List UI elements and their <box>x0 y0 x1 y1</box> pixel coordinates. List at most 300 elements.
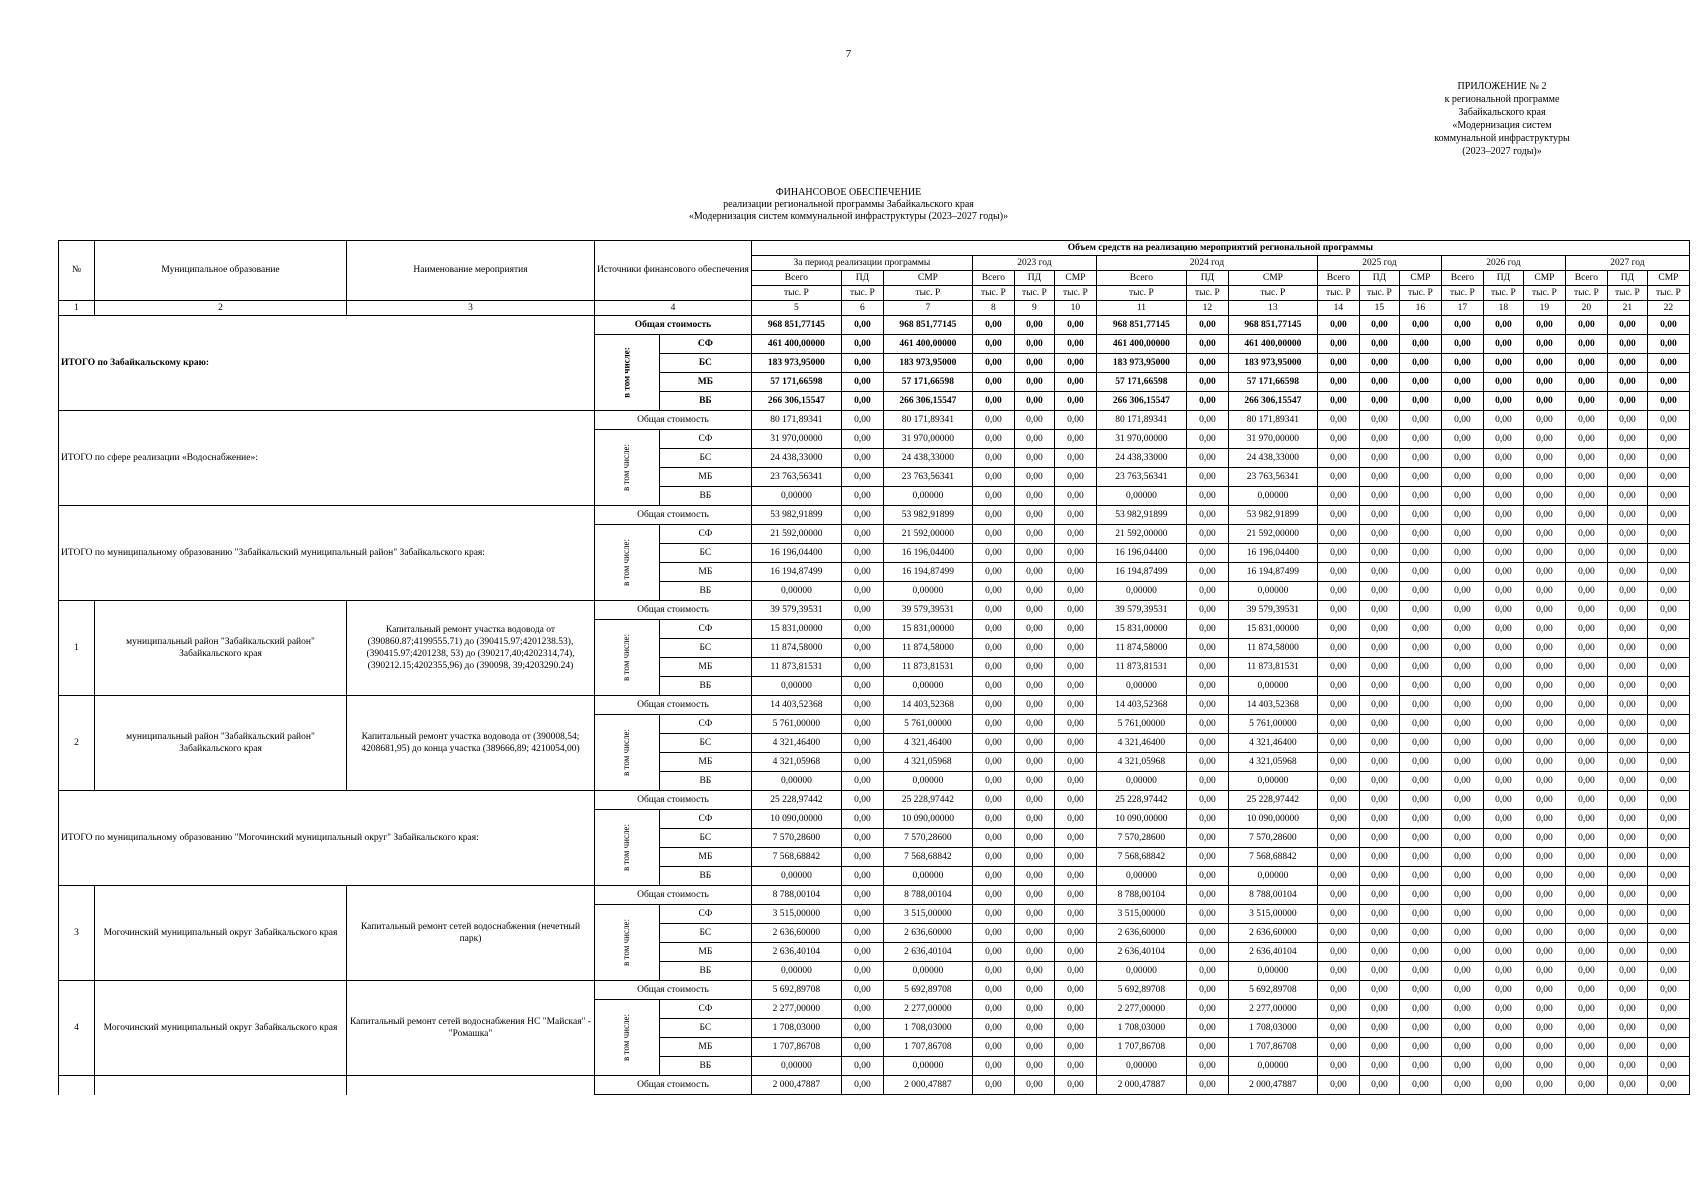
zero-cell: 0,00 <box>1441 677 1483 696</box>
including-label: в том числе: <box>621 633 632 681</box>
value-cell: 7 568,68842 <box>1096 848 1186 867</box>
value-cell: 16 196,04400 <box>751 544 841 563</box>
zero-cell: 0,00 <box>1399 335 1441 354</box>
zero-cell: 0,00 <box>1359 1038 1399 1057</box>
zero-cell: 0,00 <box>1647 411 1689 430</box>
value-cell: 3 515,00000 <box>1228 905 1317 924</box>
zero-cell: 0,00 <box>1014 905 1054 924</box>
zero-cell: 0,00 <box>1317 734 1359 753</box>
zero-cell: 0,00 <box>1399 449 1441 468</box>
zero-cell: 0,00 <box>1647 753 1689 772</box>
zero-cell: 0,00 <box>1483 848 1523 867</box>
zero-cell: 0,00 <box>1647 772 1689 791</box>
zero-cell: 0,00 <box>1186 905 1228 924</box>
zero-cell: 0,00 <box>1186 487 1228 506</box>
zero-cell: 0,00 <box>1607 962 1647 981</box>
zero-cell: 0,00 <box>1399 373 1441 392</box>
appendix-line: Забайкальского края <box>1458 107 1546 118</box>
zero-cell: 0,00 <box>972 962 1014 981</box>
value-cell: 15 831,00000 <box>751 620 841 639</box>
value-cell: 0,00000 <box>751 867 841 886</box>
zero-cell: 0,00 <box>1054 354 1096 373</box>
value-cell: 4 321,05968 <box>1096 753 1186 772</box>
zero-cell: 0,00 <box>1186 335 1228 354</box>
zero-cell: 0,00 <box>1607 715 1647 734</box>
column-number: 16 <box>1399 301 1441 316</box>
zero-cell: 0,00 <box>1441 468 1483 487</box>
zero-cell: 0,00 <box>1647 525 1689 544</box>
value-cell: 0,00000 <box>883 1057 972 1076</box>
zero-cell: 0,00 <box>841 715 883 734</box>
value-cell: 57 171,66598 <box>1096 373 1186 392</box>
table-row <box>59 316 1690 335</box>
zero-cell: 0,00 <box>841 563 883 582</box>
zero-cell: 0,00 <box>1647 563 1689 582</box>
zero-cell: 0,00 <box>1054 734 1096 753</box>
header-period: За период реализации программы <box>751 256 972 271</box>
zero-cell: 0,00 <box>1483 601 1523 620</box>
zero-cell: 0,00 <box>1317 316 1359 335</box>
zero-cell: 0,00 <box>1483 563 1523 582</box>
zero-cell: 0,00 <box>1054 981 1096 1000</box>
zero-cell: 0,00 <box>1186 601 1228 620</box>
item-municipality: Могочинский муниципальный округ Забайкальского края <box>95 886 347 981</box>
zero-cell: 0,00 <box>1317 715 1359 734</box>
zero-cell: 0,00 <box>1441 886 1483 905</box>
zero-cell: 0,00 <box>1317 772 1359 791</box>
zero-cell: 0,00 <box>1565 392 1607 411</box>
header-period: 2026 год <box>1441 256 1565 271</box>
value-cell: 11 874,58000 <box>1228 639 1317 658</box>
zero-cell: 0,00 <box>1523 943 1565 962</box>
zero-cell: 0,00 <box>1359 335 1399 354</box>
zero-cell: 0,00 <box>1186 658 1228 677</box>
value-cell: 0,00000 <box>883 582 972 601</box>
item-measure: Капитальный ремонт сетей водоснабжения НС "Майская" - "Ромашка" <box>347 981 595 1076</box>
value-cell: 183 973,95000 <box>1096 354 1186 373</box>
zero-cell: 0,00 <box>1441 810 1483 829</box>
zero-cell: 0,00 <box>1054 715 1096 734</box>
zero-cell: 0,00 <box>1054 829 1096 848</box>
value-cell: 4 321,46400 <box>1228 734 1317 753</box>
zero-cell: 0,00 <box>1647 582 1689 601</box>
zero-cell: 0,00 <box>1359 981 1399 1000</box>
value-cell: 0,00000 <box>1096 772 1186 791</box>
zero-cell: 0,00 <box>1647 658 1689 677</box>
value-cell: 2 636,60000 <box>883 924 972 943</box>
zero-cell: 0,00 <box>1359 658 1399 677</box>
zero-cell: 0,00 <box>1359 905 1399 924</box>
zero-cell: 0,00 <box>1483 772 1523 791</box>
value-cell: 25 228,97442 <box>1096 791 1186 810</box>
zero-cell: 0,00 <box>1441 867 1483 886</box>
zero-cell: 0,00 <box>1014 810 1054 829</box>
zero-cell: 0,00 <box>1054 1019 1096 1038</box>
zero-cell: 0,00 <box>1483 905 1523 924</box>
zero-cell: 0,00 <box>1607 829 1647 848</box>
zero-cell: 0,00 <box>1523 411 1565 430</box>
value-cell: 1 707,86708 <box>1228 1038 1317 1057</box>
item-measure: Капитальный ремонт сетей водоснабжения (нечетный парк) <box>347 886 595 981</box>
zero-cell: 0,00 <box>1565 1057 1607 1076</box>
header-period: 2024 год <box>1096 256 1317 271</box>
value-cell: 0,00000 <box>751 487 841 506</box>
zero-cell: 0,00 <box>1523 373 1565 392</box>
value-cell: 24 438,33000 <box>883 449 972 468</box>
zero-cell: 0,00 <box>1399 829 1441 848</box>
zero-cell: 0,00 <box>1054 943 1096 962</box>
zero-cell: 0,00 <box>1483 962 1523 981</box>
zero-cell: 0,00 <box>1359 373 1399 392</box>
zero-cell: 0,00 <box>841 392 883 411</box>
zero-cell: 0,00 <box>841 1038 883 1057</box>
zero-cell: 0,00 <box>1647 1000 1689 1019</box>
zero-cell: 0,00 <box>972 335 1014 354</box>
header-unit: тыс. Р <box>751 286 841 301</box>
total-cost-label: Общая стоимость <box>595 601 752 620</box>
zero-cell: 0,00 <box>1483 677 1523 696</box>
zero-cell: 0,00 <box>1483 829 1523 848</box>
zero-cell: 0,00 <box>972 354 1014 373</box>
value-cell: 7 568,68842 <box>751 848 841 867</box>
zero-cell: 0,00 <box>1317 962 1359 981</box>
zero-cell: 0,00 <box>1523 962 1565 981</box>
header-sub: ПД <box>1483 271 1523 286</box>
zero-cell: 0,00 <box>1565 810 1607 829</box>
zero-cell: 0,00 <box>841 601 883 620</box>
blank-cell <box>347 1076 595 1095</box>
zero-cell: 0,00 <box>1607 335 1647 354</box>
zero-cell: 0,00 <box>1359 1076 1399 1095</box>
header-sub: СМР <box>1399 271 1441 286</box>
zero-cell: 0,00 <box>1607 734 1647 753</box>
including-label-cell <box>595 810 660 886</box>
header-unit: тыс. Р <box>1607 286 1647 301</box>
zero-cell: 0,00 <box>1054 430 1096 449</box>
zero-cell: 0,00 <box>1014 525 1054 544</box>
value-cell: 2 636,40104 <box>1096 943 1186 962</box>
value-cell: 0,00000 <box>751 677 841 696</box>
zero-cell: 0,00 <box>1565 924 1607 943</box>
zero-cell: 0,00 <box>1014 772 1054 791</box>
value-cell: 5 761,00000 <box>883 715 972 734</box>
zero-cell: 0,00 <box>1399 506 1441 525</box>
zero-cell: 0,00 <box>1317 563 1359 582</box>
zero-cell: 0,00 <box>1054 1076 1096 1095</box>
zero-cell: 0,00 <box>1359 867 1399 886</box>
zero-cell: 0,00 <box>1565 696 1607 715</box>
zero-cell: 0,00 <box>1523 886 1565 905</box>
zero-cell: 0,00 <box>1054 563 1096 582</box>
header-unit: тыс. Р <box>1399 286 1441 301</box>
value-cell: 53 982,91899 <box>1228 506 1317 525</box>
value-cell: 0,00000 <box>883 677 972 696</box>
zero-cell: 0,00 <box>972 772 1014 791</box>
zero-cell: 0,00 <box>1483 1000 1523 1019</box>
zero-cell: 0,00 <box>1014 1076 1054 1095</box>
zero-cell: 0,00 <box>1014 563 1054 582</box>
source-label: СФ <box>659 525 751 544</box>
zero-cell: 0,00 <box>1186 354 1228 373</box>
zero-cell: 0,00 <box>841 829 883 848</box>
header-sub: СМР <box>1523 271 1565 286</box>
column-number: 2 <box>95 301 347 316</box>
zero-cell: 0,00 <box>1014 696 1054 715</box>
zero-cell: 0,00 <box>1647 962 1689 981</box>
value-cell: 23 763,56341 <box>883 468 972 487</box>
value-cell: 0,00000 <box>1096 677 1186 696</box>
zero-cell: 0,00 <box>841 582 883 601</box>
zero-cell: 0,00 <box>1399 487 1441 506</box>
zero-cell: 0,00 <box>1014 335 1054 354</box>
including-label-cell <box>595 620 660 696</box>
value-cell: 11 873,81531 <box>751 658 841 677</box>
zero-cell: 0,00 <box>1607 506 1647 525</box>
zero-cell: 0,00 <box>1399 582 1441 601</box>
zero-cell: 0,00 <box>1441 924 1483 943</box>
value-cell: 21 592,00000 <box>1228 525 1317 544</box>
zero-cell: 0,00 <box>1399 354 1441 373</box>
zero-cell: 0,00 <box>1359 715 1399 734</box>
item-municipality: Могочинский муниципальный округ Забайкальского края <box>95 981 347 1076</box>
zero-cell: 0,00 <box>1054 544 1096 563</box>
zero-cell: 0,00 <box>1359 639 1399 658</box>
zero-cell: 0,00 <box>1565 962 1607 981</box>
zero-cell: 0,00 <box>1607 1019 1647 1038</box>
header-unit: тыс. Р <box>972 286 1014 301</box>
zero-cell: 0,00 <box>1607 1038 1647 1057</box>
zero-cell: 0,00 <box>1441 563 1483 582</box>
zero-cell: 0,00 <box>1523 848 1565 867</box>
zero-cell: 0,00 <box>1186 1076 1228 1095</box>
source-label: СФ <box>659 810 751 829</box>
value-cell: 8 788,00104 <box>751 886 841 905</box>
zero-cell: 0,00 <box>1359 430 1399 449</box>
zero-cell: 0,00 <box>1483 1019 1523 1038</box>
zero-cell: 0,00 <box>972 582 1014 601</box>
zero-cell: 0,00 <box>1523 620 1565 639</box>
zero-cell: 0,00 <box>1359 354 1399 373</box>
zero-cell: 0,00 <box>1565 886 1607 905</box>
zero-cell: 0,00 <box>1523 1057 1565 1076</box>
zero-cell: 0,00 <box>1014 373 1054 392</box>
value-cell: 1 707,86708 <box>1096 1038 1186 1057</box>
zero-cell: 0,00 <box>1054 411 1096 430</box>
zero-cell: 0,00 <box>1565 373 1607 392</box>
zero-cell: 0,00 <box>1607 468 1647 487</box>
zero-cell: 0,00 <box>972 601 1014 620</box>
column-number: 19 <box>1523 301 1565 316</box>
zero-cell: 0,00 <box>1186 373 1228 392</box>
including-label: в том числе: <box>621 538 632 586</box>
zero-cell: 0,00 <box>1441 354 1483 373</box>
zero-cell: 0,00 <box>1186 506 1228 525</box>
value-cell: 0,00000 <box>883 962 972 981</box>
zero-cell: 0,00 <box>1054 449 1096 468</box>
value-cell: 0,00000 <box>751 1057 841 1076</box>
value-cell: 2 000,47887 <box>1228 1076 1317 1095</box>
value-cell: 4 321,05968 <box>751 753 841 772</box>
source-label: БС <box>659 544 751 563</box>
zero-cell: 0,00 <box>1647 810 1689 829</box>
header-municipality: Муниципальное образование <box>95 241 347 301</box>
zero-cell: 0,00 <box>1647 905 1689 924</box>
zero-cell: 0,00 <box>1359 772 1399 791</box>
zero-cell: 0,00 <box>1523 772 1565 791</box>
value-cell: 0,00000 <box>1228 677 1317 696</box>
appendix-header <box>1402 80 1602 158</box>
value-cell: 11 873,81531 <box>1228 658 1317 677</box>
item-number: 1 <box>59 601 95 696</box>
zero-cell: 0,00 <box>1523 734 1565 753</box>
zero-cell: 0,00 <box>1565 943 1607 962</box>
zero-cell: 0,00 <box>841 411 883 430</box>
zero-cell: 0,00 <box>1186 430 1228 449</box>
zero-cell: 0,00 <box>1317 620 1359 639</box>
zero-cell: 0,00 <box>1647 886 1689 905</box>
zero-cell: 0,00 <box>1647 639 1689 658</box>
zero-cell: 0,00 <box>1186 1019 1228 1038</box>
zero-cell: 0,00 <box>1523 582 1565 601</box>
zero-cell: 0,00 <box>841 886 883 905</box>
zero-cell: 0,00 <box>1014 1057 1054 1076</box>
zero-cell: 0,00 <box>1565 753 1607 772</box>
value-cell: 16 196,04400 <box>1096 544 1186 563</box>
value-cell: 461 400,00000 <box>883 335 972 354</box>
zero-cell: 0,00 <box>1523 829 1565 848</box>
zero-cell: 0,00 <box>1317 829 1359 848</box>
value-cell: 968 851,77145 <box>751 316 841 335</box>
zero-cell: 0,00 <box>1565 525 1607 544</box>
value-cell: 15 831,00000 <box>883 620 972 639</box>
zero-cell: 0,00 <box>841 848 883 867</box>
zero-cell: 0,00 <box>1054 468 1096 487</box>
column-number: 3 <box>347 301 595 316</box>
zero-cell: 0,00 <box>972 1038 1014 1057</box>
including-label-cell <box>595 905 660 981</box>
zero-cell: 0,00 <box>1359 316 1399 335</box>
value-cell: 2 636,40104 <box>751 943 841 962</box>
item-municipality: муниципальный район "Забайкальский район" Забайкальского края <box>95 601 347 696</box>
zero-cell: 0,00 <box>1565 981 1607 1000</box>
appendix-line: к региональной программе <box>1444 94 1560 105</box>
value-cell: 53 982,91899 <box>751 506 841 525</box>
zero-cell: 0,00 <box>1441 601 1483 620</box>
zero-cell: 0,00 <box>1399 430 1441 449</box>
zero-cell: 0,00 <box>1317 867 1359 886</box>
zero-cell: 0,00 <box>1014 715 1054 734</box>
zero-cell: 0,00 <box>1186 544 1228 563</box>
value-cell: 266 306,15547 <box>1228 392 1317 411</box>
header-period: 2025 год <box>1317 256 1441 271</box>
zero-cell: 0,00 <box>1647 981 1689 1000</box>
zero-cell: 0,00 <box>841 1000 883 1019</box>
zero-cell: 0,00 <box>1441 981 1483 1000</box>
zero-cell: 0,00 <box>1607 601 1647 620</box>
value-cell: 15 831,00000 <box>1228 620 1317 639</box>
zero-cell: 0,00 <box>1359 620 1399 639</box>
including-label: в том числе: <box>621 1013 632 1061</box>
header-sub: СМР <box>1054 271 1096 286</box>
zero-cell: 0,00 <box>1441 335 1483 354</box>
zero-cell: 0,00 <box>1186 810 1228 829</box>
zero-cell: 0,00 <box>1565 715 1607 734</box>
zero-cell: 0,00 <box>1014 962 1054 981</box>
zero-cell: 0,00 <box>1483 316 1523 335</box>
zero-cell: 0,00 <box>1607 791 1647 810</box>
zero-cell: 0,00 <box>1523 487 1565 506</box>
column-number: 5 <box>751 301 841 316</box>
zero-cell: 0,00 <box>841 696 883 715</box>
zero-cell: 0,00 <box>1607 525 1647 544</box>
zero-cell: 0,00 <box>1523 753 1565 772</box>
zero-cell: 0,00 <box>1399 886 1441 905</box>
zero-cell: 0,00 <box>1014 620 1054 639</box>
value-cell: 0,00000 <box>1228 962 1317 981</box>
value-cell: 968 851,77145 <box>1096 316 1186 335</box>
total-cost-label: Общая стоимость <box>595 886 752 905</box>
zero-cell: 0,00 <box>1014 449 1054 468</box>
zero-cell: 0,00 <box>1647 601 1689 620</box>
value-cell: 0,00000 <box>1096 582 1186 601</box>
zero-cell: 0,00 <box>1186 449 1228 468</box>
zero-cell: 0,00 <box>1186 1057 1228 1076</box>
zero-cell: 0,00 <box>1399 468 1441 487</box>
value-cell: 11 873,81531 <box>1096 658 1186 677</box>
zero-cell: 0,00 <box>1317 506 1359 525</box>
item-number: 3 <box>59 886 95 981</box>
zero-cell: 0,00 <box>1483 639 1523 658</box>
source-label: МБ <box>659 1038 751 1057</box>
zero-cell: 0,00 <box>1014 829 1054 848</box>
zero-cell: 0,00 <box>1399 924 1441 943</box>
appendix-line: (2023–2027 годы)» <box>1462 146 1542 157</box>
zero-cell: 0,00 <box>1523 544 1565 563</box>
zero-cell: 0,00 <box>841 772 883 791</box>
item-number: 2 <box>59 696 95 791</box>
value-cell: 461 400,00000 <box>751 335 841 354</box>
zero-cell: 0,00 <box>841 468 883 487</box>
value-cell: 7 568,68842 <box>883 848 972 867</box>
value-cell: 21 592,00000 <box>883 525 972 544</box>
zero-cell: 0,00 <box>1647 335 1689 354</box>
zero-cell: 0,00 <box>1647 544 1689 563</box>
zero-cell: 0,00 <box>1483 335 1523 354</box>
zero-cell: 0,00 <box>1647 677 1689 696</box>
zero-cell: 0,00 <box>1441 544 1483 563</box>
value-cell: 968 851,77145 <box>1228 316 1317 335</box>
column-number: 10 <box>1054 301 1096 316</box>
value-cell: 24 438,33000 <box>1096 449 1186 468</box>
zero-cell: 0,00 <box>1483 981 1523 1000</box>
zero-cell: 0,00 <box>1317 582 1359 601</box>
zero-cell: 0,00 <box>1054 848 1096 867</box>
zero-cell: 0,00 <box>1607 487 1647 506</box>
zero-cell: 0,00 <box>972 905 1014 924</box>
zero-cell: 0,00 <box>1441 582 1483 601</box>
value-cell: 1 707,86708 <box>751 1038 841 1057</box>
zero-cell: 0,00 <box>1186 753 1228 772</box>
source-label: МБ <box>659 943 751 962</box>
total-cost-label: Общая стоимость <box>595 316 752 335</box>
zero-cell: 0,00 <box>1523 525 1565 544</box>
zero-cell: 0,00 <box>1054 582 1096 601</box>
zero-cell: 0,00 <box>1014 1000 1054 1019</box>
zero-cell: 0,00 <box>1399 1019 1441 1038</box>
header-unit: тыс. Р <box>1359 286 1399 301</box>
zero-cell: 0,00 <box>1565 1076 1607 1095</box>
zero-cell: 0,00 <box>1399 411 1441 430</box>
